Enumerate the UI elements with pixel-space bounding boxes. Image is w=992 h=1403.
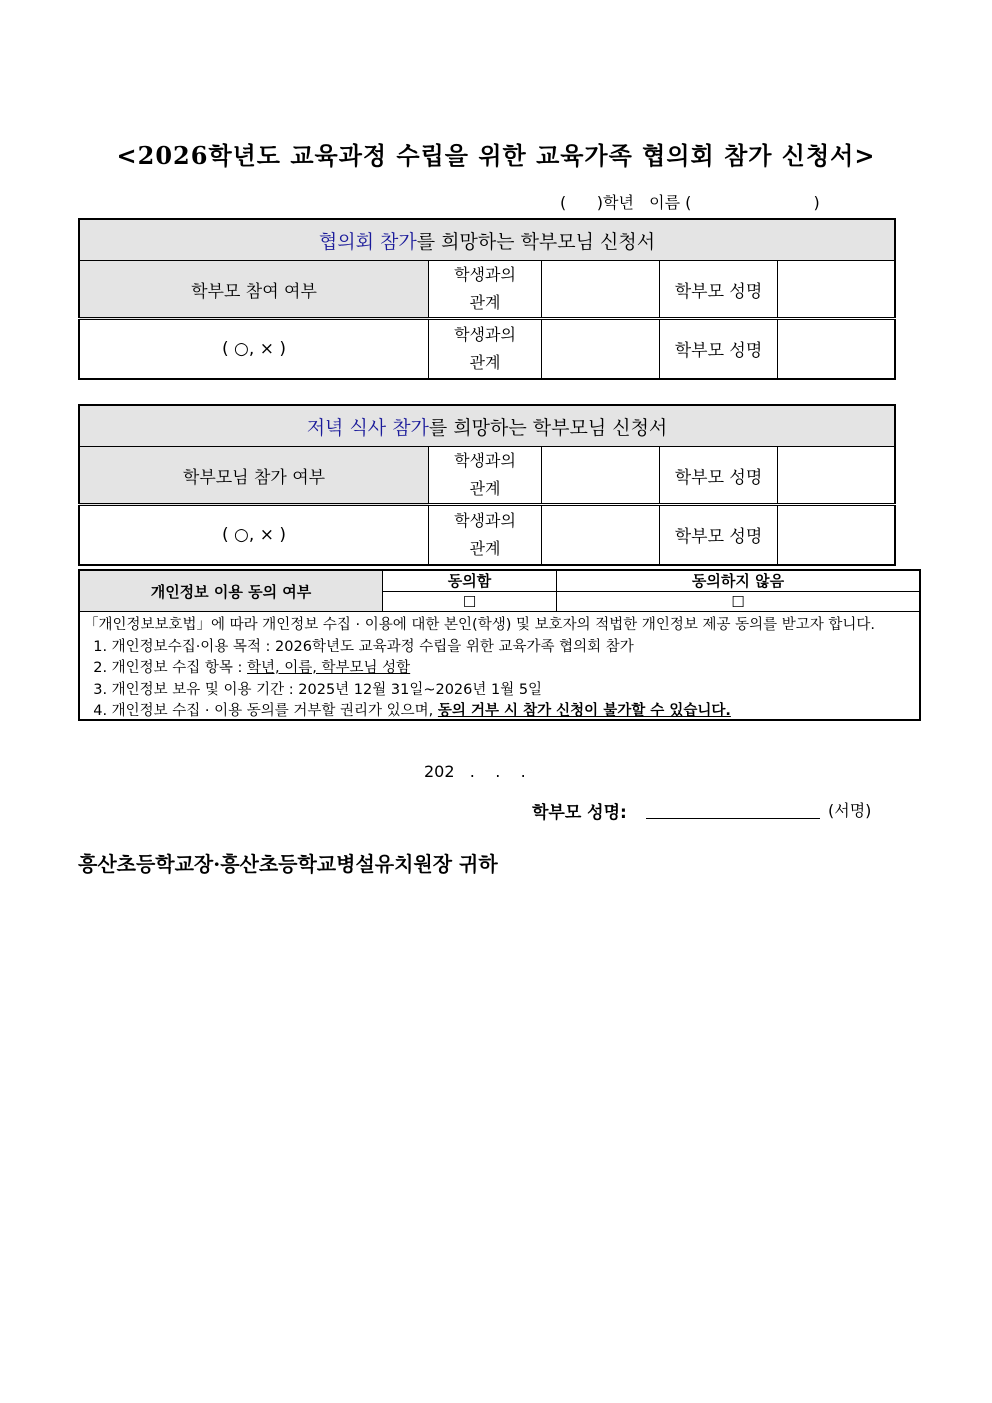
dinner-relation-label-1: 학생과의 관계 (429, 447, 542, 505)
signature-mark: (서명) (828, 801, 872, 820)
consent-item-4-prefix: 4. 개인정보 수집 · 이용 동의를 거부할 권리가 있으며, (84, 703, 438, 719)
dinner-relation-field-2[interactable] (542, 505, 660, 565)
consent-disagree-checkbox[interactable]: ☐ (557, 592, 920, 612)
dinner-parent-name-field-2[interactable] (778, 505, 896, 565)
dinner-header-text: 를 희망하는 학부모님 신청서 (428, 416, 668, 439)
consent-notice (84, 615, 875, 723)
consent-item-4 (84, 701, 875, 723)
document-title: <2026학년도 교육과정 수립을 위한 교육가족 협의회 참가 신청서> (116, 141, 876, 170)
addressee: 흥산초등학교장·흥산초등학교병설유치원장 귀하 (78, 852, 498, 876)
dinner-participation-label: 학부모님 참가 여부 (79, 447, 429, 505)
consent-item-2-underlined: 학년, 이름, 학부모님 성함 (247, 660, 411, 676)
signature-field[interactable] (646, 818, 820, 819)
council-participation-label: 학부모 참여 여부 (79, 261, 429, 319)
consent-item-4-bold: 동의 거부 시 참가 신청이 불가할 수 있습니다. (437, 703, 731, 719)
consent-agree-checkbox[interactable]: ☐ (383, 592, 557, 612)
consent-disagree-label: 동의하지 않음 (557, 571, 920, 592)
dinner-application-table (78, 404, 896, 566)
dinner-relation-field-1[interactable] (542, 447, 660, 505)
consent-label: 개인정보 이용 동의 여부 (80, 571, 383, 612)
dinner-choice[interactable]: ( ○, × ) (79, 505, 429, 565)
consent-item-2-prefix: 2. 개인정보 수집 항목 : (84, 660, 248, 676)
council-header-highlight: 협의회 참가 (318, 230, 417, 253)
council-parent-name-label-2: 학부모 성명 (660, 319, 778, 379)
council-relation-field-2[interactable] (542, 319, 660, 379)
council-choice[interactable]: ( ○, × ) (79, 319, 429, 379)
council-parent-name-field-2[interactable] (778, 319, 896, 379)
consent-item-3: 3. 개인정보 보유 및 이용 기간 : 2025년 12월 31일~2026년 1월 5일 (84, 681, 543, 698)
date-line: 202 . . . (424, 762, 526, 781)
dinner-parent-name-label-2: 학부모 성명 (660, 505, 778, 565)
council-header-text: 를 희망하는 학부모님 신청서 (416, 230, 656, 253)
dinner-header-highlight: 저녁 식사 참가 (306, 416, 429, 439)
consent-item-1: 1. 개인정보수집·이용 목적 : 2026학년도 교육과정 수립을 위한 교육가족 협의회 참가 (84, 638, 634, 655)
consent-item-2 (84, 658, 875, 680)
council-relation-label-2: 학생과의 관계 (429, 319, 542, 379)
council-table-header (79, 219, 895, 261)
council-relation-field-1[interactable] (542, 261, 660, 319)
council-relation-label-1: 학생과의 관계 (429, 261, 542, 319)
dinner-parent-name-label-1: 학부모 성명 (660, 447, 778, 505)
consent-choice-table (80, 571, 919, 612)
dinner-table-header (79, 405, 895, 447)
council-parent-name-label-1: 학부모 성명 (660, 261, 778, 319)
council-parent-name-field-1[interactable] (778, 261, 896, 319)
privacy-consent-section (78, 569, 921, 721)
dinner-relation-label-2: 학생과의 관계 (429, 505, 542, 565)
council-application-table (78, 218, 896, 380)
dinner-parent-name-field-1[interactable] (778, 447, 896, 505)
signature-label: 학부모 성명: (532, 803, 627, 823)
consent-agree-label: 동의함 (383, 571, 557, 592)
consent-intro: 「개인정보보호법」에 따라 개인정보 수집 · 이용에 대한 본인(학생) 및 보호자의 적법한 개인정보 제공 동의를 받고자 합니다. (84, 617, 876, 633)
grade-name-line: ( )학년 이름 ( ) (560, 193, 820, 212)
